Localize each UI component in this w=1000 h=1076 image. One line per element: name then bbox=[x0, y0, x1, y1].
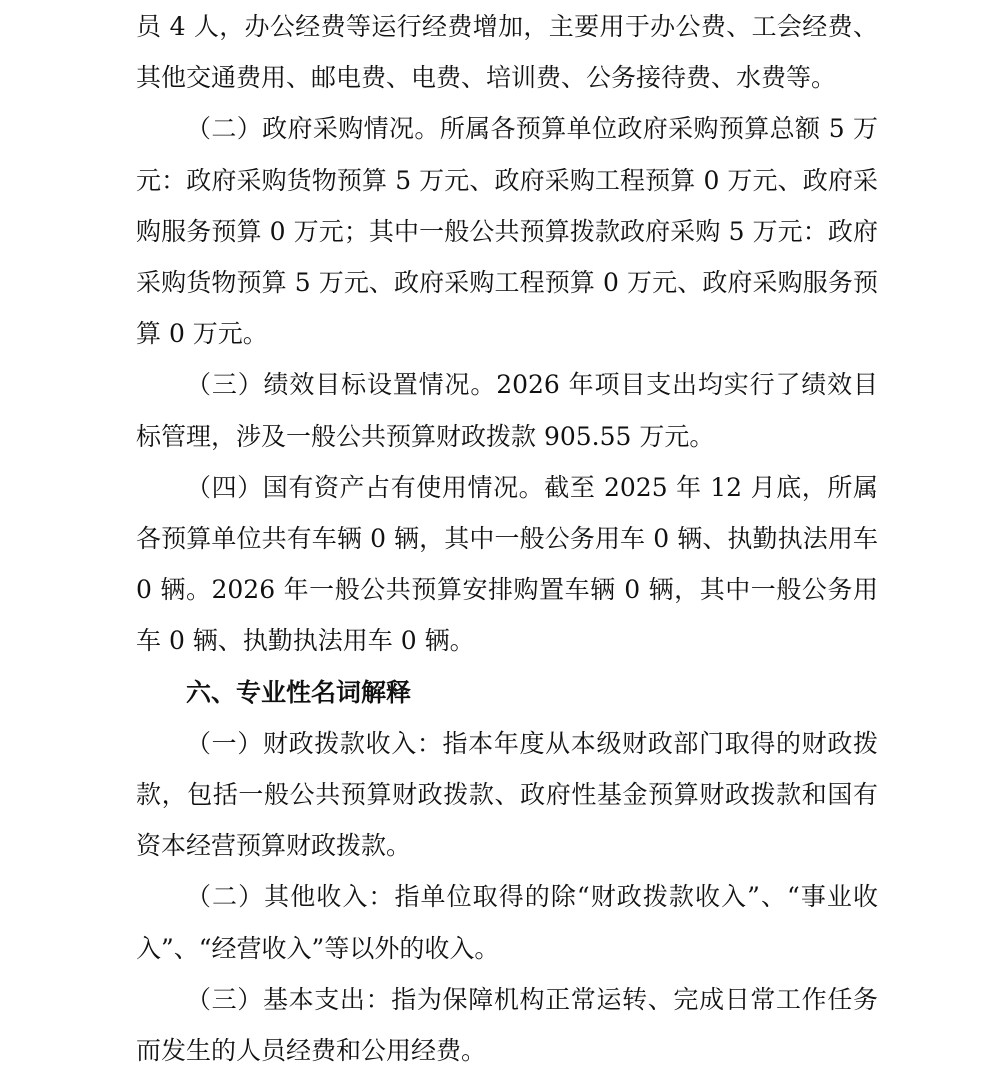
section-heading: 六、专业性名词解释 bbox=[186, 677, 412, 707]
paragraph-term-fiscal-appropriation bbox=[136, 718, 878, 872]
paragraph-body: 指为保障机构正常运转、完成日常工作任务而发生的人员经费和公用经费。 bbox=[136, 984, 878, 1066]
paragraph-lead: （二）政府采购情况。 bbox=[186, 114, 440, 144]
paragraph-performance-targets bbox=[136, 359, 878, 461]
paragraph-state-assets bbox=[136, 462, 878, 667]
paragraph-body: 员 4 人，办公经费等运行经费增加，主要用于办公费、工会经费、其他交通费用、邮电费、电费、培训费、公务接待费、水费等。 bbox=[136, 12, 878, 93]
paragraph-body: 指本年度从本级财政部门取得的财政拨款，包括一般公共预算财政拨款、政府性基金预算财政拨款和国有资本经营预算财政拨款。 bbox=[136, 728, 878, 861]
paragraph-body: 2026 年项目支出均实行了绩效目标管理，涉及一般公共预算财政拨款 905.55 万元。 bbox=[136, 370, 878, 451]
paragraph-lead: （三）绩效目标设置情况。 bbox=[186, 370, 497, 400]
paragraph-lead: （四）国有资产占有使用情况。 bbox=[186, 472, 545, 502]
paragraph-body: 所属各预算单位政府采购预算总额 5 万元：政府采购货物预算 5 万元、政府采购工程预算 0 万元、政府采购服务预算 0 万元；其中一般公共预算拨款政府采购 5 万元：政府采购货物预算 5 万元、政府采购工程预算 0 万元、政府采购服务预算 0 万元。 bbox=[136, 114, 878, 349]
paragraph-lead: （三）基本支出： bbox=[186, 984, 392, 1014]
paragraph-operating-expenses bbox=[136, 1, 878, 103]
paragraph-term-other-income bbox=[136, 871, 878, 973]
document-page bbox=[136, 0, 878, 1076]
paragraph-body: 截至 2025 年 12 月底，所属各预算单位共有车辆 0 辆，其中一般公务用车 0 辆、执勤执法用车 0 辆。2026 年一般公共预算安排购置车辆 0 辆，其中一般公务用车 0 辆、执勤执法用车 0 辆。 bbox=[136, 472, 878, 656]
paragraph-term-basic-expenditure bbox=[136, 974, 878, 1076]
paragraph-body: 指单位取得的除“财政拨款收入”、“事业收入”、“经营收入”等以外的收入。 bbox=[136, 882, 878, 963]
paragraph-lead: （二）其他收入： bbox=[186, 882, 395, 912]
paragraph-lead: （一）财政拨款收入： bbox=[186, 728, 443, 758]
paragraph-government-procurement bbox=[136, 103, 878, 359]
